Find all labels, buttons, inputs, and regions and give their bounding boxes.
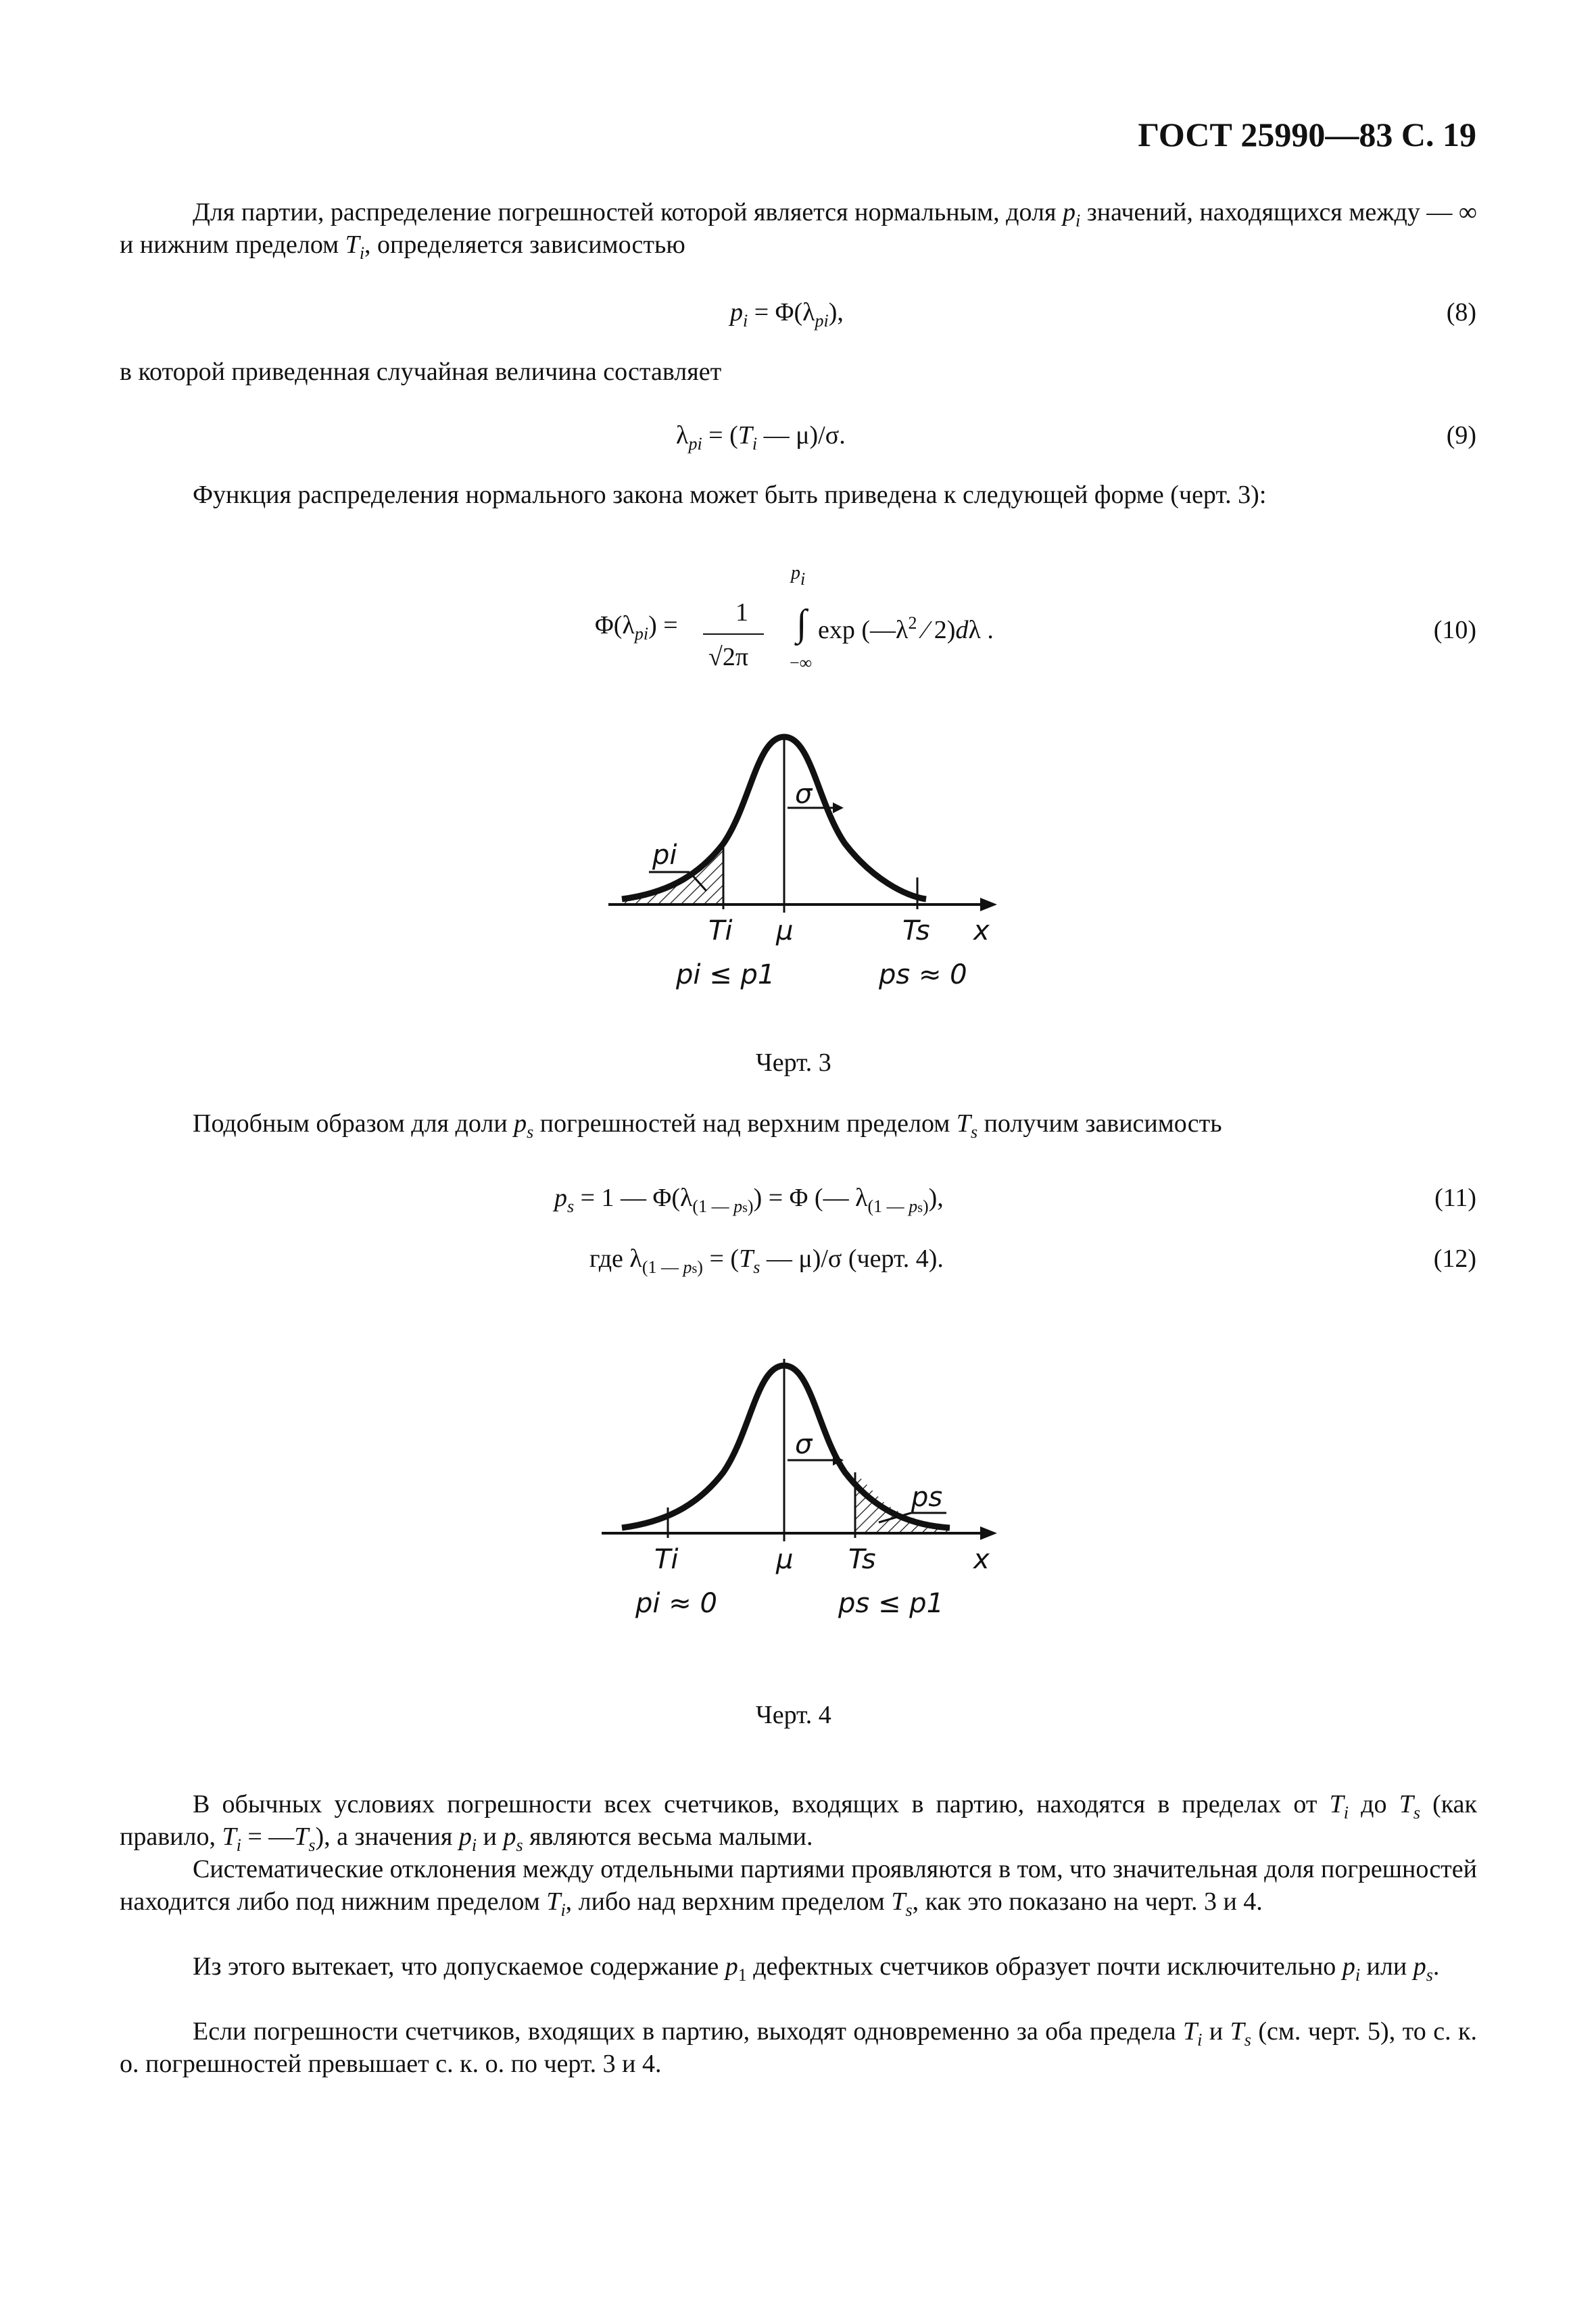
text: ) = Φ (— λ <box>753 1184 868 1212</box>
sub-i: i <box>471 1835 477 1855</box>
sub-i: i <box>236 1835 241 1855</box>
x-axis-arrow <box>980 898 997 911</box>
equation-8 <box>730 297 844 331</box>
paragraph-5 <box>120 1788 1477 1853</box>
text: Φ(λ <box>595 611 635 640</box>
equation-number-10: (10) <box>1433 616 1476 644</box>
sub-s: s <box>1426 1965 1433 1985</box>
sub-i: i <box>752 434 758 454</box>
sub-s: s <box>308 1835 316 1855</box>
tick-label-mu: μ <box>776 1544 794 1575</box>
figure-4-normal-curve <box>581 1345 1014 1656</box>
var-p: p <box>458 1823 472 1851</box>
text: = ( <box>702 421 738 450</box>
sub-pi: pi <box>688 434 702 454</box>
sub-s: s <box>742 1201 748 1215</box>
x-axis-arrow <box>980 1526 997 1540</box>
axis-label-x: x <box>973 915 990 946</box>
figure-3-normal-curve <box>581 717 1014 1028</box>
var-p: p <box>909 1197 918 1216</box>
tick-label-ti: Ti <box>708 915 733 946</box>
text: являются весьма малыми. <box>523 1823 813 1851</box>
sub-s: s <box>1413 1803 1420 1823</box>
text: exp (—λ <box>818 616 909 644</box>
text: значений, находящихся между — ∞ и нижним пределом <box>120 198 1477 259</box>
equation-9 <box>676 420 846 454</box>
text: = — <box>241 1823 295 1851</box>
text: погрешностей над верхним пределом <box>533 1109 957 1138</box>
var-p: p <box>683 1257 692 1277</box>
var-p: p <box>725 1952 738 1981</box>
text: — μ)/σ. <box>757 421 846 450</box>
lower-limit: −∞ <box>790 653 813 673</box>
sub-text: (1 — <box>867 1197 909 1216</box>
equation-10-lhs <box>595 610 678 644</box>
sub-pi: pi <box>815 311 829 331</box>
pi-label: pi <box>652 840 677 871</box>
sup-2: 2 <box>908 613 917 633</box>
paragraph-3: Функция распределения нормального закона может быть приведена к следующей форме (черт. 3): <box>193 481 1267 509</box>
axis-label-x: x <box>973 1544 990 1575</box>
bell-curve <box>622 1366 950 1528</box>
condition-left: pi ≈ 0 <box>635 1588 717 1619</box>
text: ), <box>828 298 844 327</box>
var-p: p <box>1342 1952 1355 1981</box>
var-T: T <box>956 1109 971 1138</box>
var-T: T <box>1329 1790 1344 1818</box>
fraction-numerator: 1 <box>735 598 748 627</box>
text: где λ <box>589 1245 642 1273</box>
text: Из этого вытекает, что допускаемое содержание <box>193 1952 725 1981</box>
page-header: ГОСТ 25990—83 С. 19 <box>1138 116 1476 153</box>
text: или <box>1360 1952 1413 1981</box>
tick-label-ts: Ts <box>848 1544 876 1575</box>
equation-number-8: (8) <box>1446 298 1476 327</box>
equation-number-9: (9) <box>1446 421 1476 450</box>
text: λ . <box>968 616 994 644</box>
figure-3-caption: Черт. 3 <box>756 1048 831 1077</box>
sub-i: i <box>743 311 748 331</box>
text: , определяется зависимостью <box>364 231 685 259</box>
sub-i: i <box>1355 1965 1361 1985</box>
var-p: p <box>791 562 800 583</box>
text: , как это показано на черт. 3 и 4. <box>912 1887 1263 1916</box>
text: до <box>1349 1790 1399 1818</box>
paragraph-2: в которой приведенная случайная величина составляет <box>120 358 722 386</box>
var-T: T <box>1230 2017 1244 2046</box>
text: ), а значения <box>315 1823 459 1851</box>
text: = Φ(λ <box>748 298 815 327</box>
text: дефектных счетчиков образует почти исключительно <box>746 1952 1343 1981</box>
fraction-bar <box>703 633 764 635</box>
condition-left: pi ≤ p1 <box>676 959 775 990</box>
var-p: p <box>554 1184 567 1212</box>
var-p: p <box>514 1109 527 1138</box>
var-p: p <box>1062 198 1075 226</box>
sub-s: s <box>527 1122 534 1142</box>
condition-right: ps ≤ p1 <box>838 1588 944 1619</box>
ps-label: ps <box>911 1482 943 1513</box>
equation-12: где $\lambda_{(1 — ps)} = (T_s$ — μ)/σ (черт. 4). <box>589 1245 944 1277</box>
integral-sign: ∫ <box>796 602 807 644</box>
tick-label-ti: Ti <box>654 1544 679 1575</box>
text: Подобным образом для доли <box>193 1109 514 1138</box>
sub-i: i <box>1343 1803 1349 1823</box>
sub-text: (1 — <box>692 1197 734 1216</box>
text: Систематические отклонения между отдельными партиями проявляются в том, что значительная доля погрешностей находится либо под нижним пределом <box>120 1855 1477 1916</box>
text: , либо над верхним пределом <box>565 1887 892 1916</box>
text: ⁄ 2) <box>917 616 956 644</box>
text: (как правило, <box>120 1790 1477 1851</box>
bell-curve <box>622 737 926 899</box>
sub-s: s <box>692 1261 698 1276</box>
integrand <box>818 615 994 645</box>
text: = ( <box>702 1245 740 1273</box>
equation-number-11: (11) <box>1434 1184 1476 1212</box>
sub-text: (1 — <box>642 1257 683 1277</box>
var-T: T <box>294 1823 309 1851</box>
text: = 1 — Φ(λ <box>574 1184 693 1212</box>
tick-label-ts: Ts <box>902 915 930 946</box>
sub-i: i <box>1075 211 1081 231</box>
sub-i: i <box>359 243 365 263</box>
sub-s: s <box>970 1122 978 1142</box>
equation-number-12: (12) <box>1433 1245 1476 1273</box>
var-T: T <box>222 1823 237 1851</box>
text: Если погрешности счетчиков, входящих в партию, выходят одновременно за оба предела <box>193 2017 1184 2046</box>
var-p: p <box>503 1823 516 1851</box>
var-T: T <box>739 1245 754 1273</box>
var-T: T <box>737 421 752 450</box>
sub-s: s <box>753 1257 760 1277</box>
paragraph-1 <box>120 196 1477 261</box>
sigma-label: σ <box>795 1429 813 1460</box>
text: ), <box>928 1184 944 1212</box>
var-d: d <box>955 616 969 644</box>
tick-label-mu: μ <box>776 915 794 946</box>
sub-i: i <box>1197 2030 1203 2050</box>
sigma-label: σ <box>795 779 813 810</box>
text: (см. черт. 5), то с. к. о. погрешностей превышает с. к. о. по черт. 3 и 4. <box>120 2017 1477 2078</box>
sub-s: s <box>905 1900 913 1920</box>
paragraph-6 <box>120 1853 1477 1918</box>
var-T: T <box>546 1887 561 1916</box>
text: получим зависимость <box>977 1109 1222 1138</box>
var-p: p <box>730 298 743 327</box>
sub-pi: pi <box>634 624 649 644</box>
var-T: T <box>1183 2017 1198 2046</box>
var-T: T <box>891 1887 906 1916</box>
sub-i: i <box>800 569 806 589</box>
var-p: p <box>733 1197 743 1216</box>
text: Для партии, распределение погрешностей которой является нормальным, доля <box>193 198 1063 226</box>
paragraph-7 <box>120 1950 1477 1983</box>
paragraph-4 <box>193 1109 1222 1142</box>
var-T: T <box>1399 1790 1413 1818</box>
text: и <box>477 1823 504 1851</box>
text: — μ)/σ (черт. 4). <box>760 1245 944 1273</box>
equation-10-upper-limit <box>791 562 806 589</box>
text: . <box>1432 1952 1440 1981</box>
sub-1: 1 <box>737 1965 747 1985</box>
sub-s: s <box>516 1835 523 1855</box>
text: ) = <box>648 611 678 640</box>
paragraph-8 <box>120 2015 1477 2080</box>
sub-i: i <box>560 1900 566 1920</box>
var-p: p <box>1413 1952 1426 1981</box>
condition-right: ps ≈ 0 <box>879 959 967 990</box>
figure-4-caption: Черт. 4 <box>756 1701 831 1729</box>
equation-11: $p_s = 1$ — $\Phi(\lambda_{(1 — ps)}) = \Phi$ (— $\lambda_{(1 — ps)}$), <box>554 1184 944 1216</box>
var-T: T <box>345 231 360 259</box>
fraction-denominator: √2π <box>708 643 749 671</box>
sub-s: s <box>1244 2030 1251 2050</box>
text: В обычных условиях погрешности всех счетчиков, входящих в партию, находятся в пределах от <box>193 1790 1330 1818</box>
sub-s: s <box>917 1201 923 1215</box>
text: λ <box>676 421 689 450</box>
text: и <box>1202 2017 1230 2046</box>
sub-s: s <box>567 1197 575 1216</box>
